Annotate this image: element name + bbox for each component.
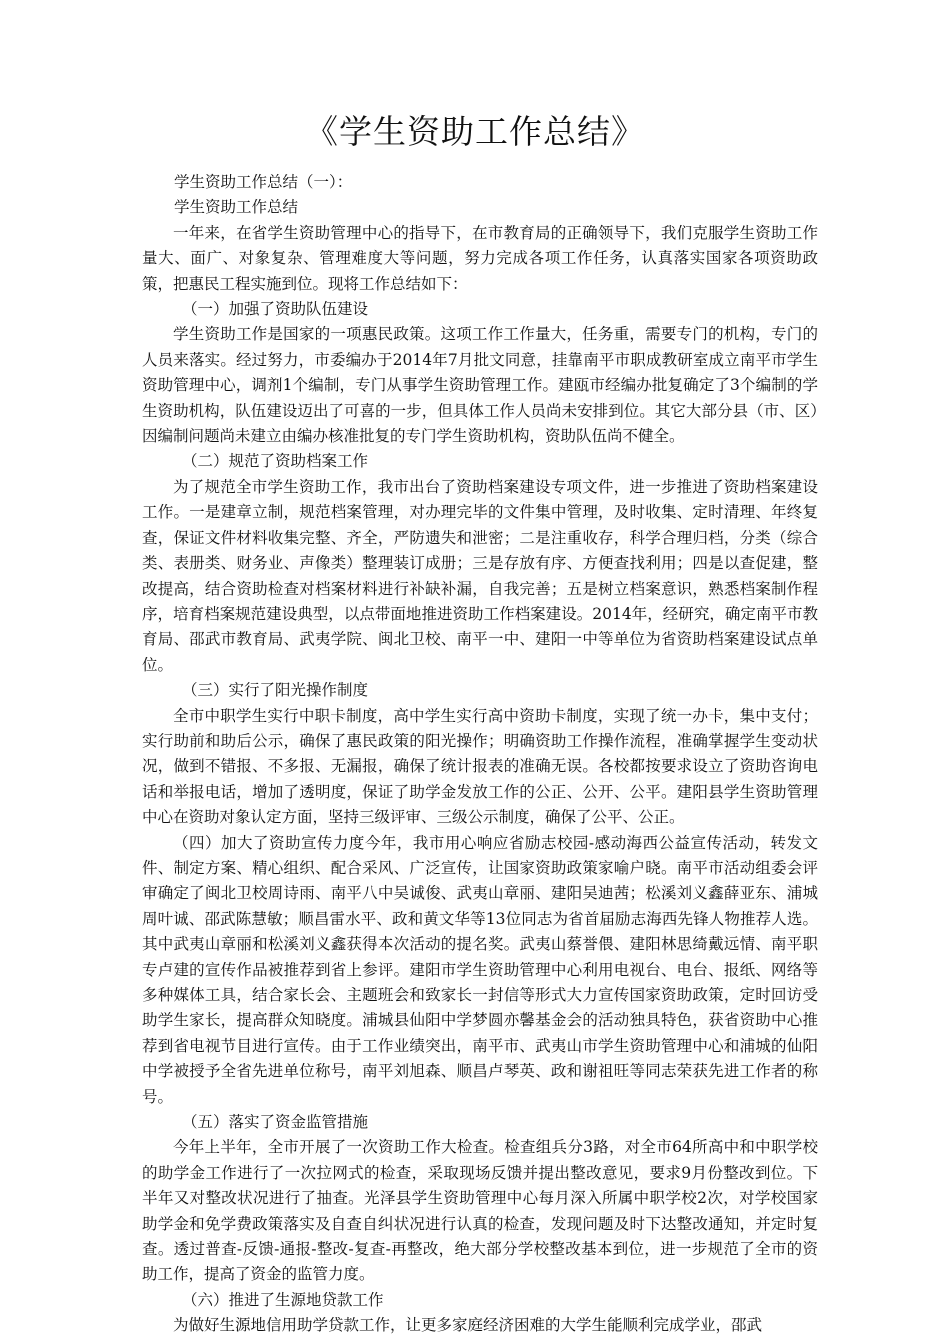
section-2-heading: （二）规范了资助档案工作 xyxy=(182,452,369,471)
section-4-paragraph: （四）加大了资助宣传力度今年，我市用心响应省励志校园-感动海西公益宣传活动，转发文件、制定方案、精心组织、配合采风、广泛宣传，让国家资助政策家喻户晓。南平市活动组委会评审确定了闽北卫校周诗雨、南平八中吴诚俊、武夷山章丽、建阳吴迪茜；松溪刘义鑫薛亚东、浦城周叶诚、邵武陈慧敏；顺昌雷水平、政和黄文华等13位同志为省首届励志海西先锋人物推荐人选。其中武夷山章丽和松溪刘义鑫获得本次活动的提名奖。武夷山蔡誉偎、建阳林思绮戴远情、南平职专卢建的宣传作品被推荐到省上参评。建阳市学生资助管理中心利用电视台、电台、报纸、网络等多种媒体工具，结合家长会、主题班会和致家长一封信等形式大力宣传国家资助政策，定时回访受助学生家长，提高群众知晓度。浦城县仙阳中学梦圆亦馨基金会的活动独具特色，获省资助中心推荐到省电视节目进行宣传。由于工作业绩突出，南平市、武夷山市学生资助管理中心和浦城的仙阳中学被授予全省先进单位称号，南平刘旭森、顺昌卢琴英、政和谢祖旺等同志荣获先进工作者的称号。 xyxy=(142,833,818,1106)
section-6-paragraph: 为做好生源地信用助学贷款工作，让更多家庭经济困难的大学生能顺利完成学业，邵武 xyxy=(173,1316,763,1335)
section-3-heading: （三）实行了阳光操作制度 xyxy=(182,681,369,700)
section-2-paragraph: 为了规范全市学生资助工作，我市出台了资助档案建设专项文件，进一步推进了资助档案建设工作。一是建章立制，规范档案管理，对办理完毕的文件集中管理，及时收集、定时清理、年终复查，保证文件材料收集完整、齐全，严防遗失和泄密；二是注重收存，科学合理归档，分类（综合类、表册类、财务业、声像类）整理装订成册；三是存放有序、方便查找利用；四是以查促建，整改提高，结合资助检查对档案材料进行补缺补漏，自我完善；五是树立档案意识，熟悉档案制作程序，培育档案规范建设典型，以点带面地推进资助工作档案建设。2014年，经研究，确定南平市教育局、邵武市教育局、武夷学院、闽北卫校、南平一中、建阳一中等单位为省资助档案建设试点单位。 xyxy=(142,477,818,674)
section-5-paragraph: 今年上半年，全市开展了一次资助工作大检查。检查组兵分3路，对全市64所高中和中职学校的助学金工作进行了一次拉网式的检查，采取现场反馈并提出整改意见，要求9月份整改到位。下半年又对整改状况进行了抽查。光泽县学生资助管理中心每月深入所属中职学校2次，对学校国家助学金和免学费政策落实及自查自纠状况进行认真的检查，发现问题及时下达整改通知，并定时复查。透过普查-反馈-通报-整改-复查-再整改，绝大部分学校整改基本到位，进一步规范了全市的资助工作，提高了资金的监管力度。 xyxy=(142,1138,818,1284)
document-title: 《学生资助工作总结》 xyxy=(305,112,645,151)
subtitle-2: 学生资助工作总结 xyxy=(174,198,299,217)
section-1-heading: （一）加强了资助队伍建设 xyxy=(182,300,369,319)
subtitle-1: 学生资助工作总结（一）： xyxy=(174,173,353,191)
section-6-heading: （六）推进了生源地贷款工作 xyxy=(182,1290,384,1309)
section-5-heading: （五）落实了资金监管措施 xyxy=(182,1113,369,1132)
section-1-paragraph: 学生资助工作是国家的一项惠民政策。这项工作工作量大，任务重，需要专门的机构，专门的人员来落实。经过努力，市委编办于2014年7月批文同意，挂靠南平市职成教研室成立南平市学生资助管理中心，调剂1个编制，专门从事学生资助管理工作。建瓯市经编办批复确定了3个编制的学生资助机构，队伍建设迈出了可喜的一步，但具体工作人员尚未安排到位。其它大部分县（市、区）因编制问题尚未建立由编办核准批复的专门学生资助机构，资助队伍尚不健全。 xyxy=(142,325,818,446)
document-body xyxy=(142,170,818,1339)
section-3-paragraph: 全市中职学生实行中职卡制度，高中学生实行高中资助卡制度，实现了统一办卡，集中支付；实行助前和助后公示，确保了惠民政策的阳光操作；明确资助工作操作流程，准确掌握学生变动状况，做到不错报、不多报、无漏报，确保了统计报表的准确无误。各校都按要求设立了资助咨询电话和举报电话，增加了透明度，保证了助学金发放工作的公正、公开、公平。建阳县学生资助管理中心在资助对象认定方面，坚持三级评审、三级公示制度，确保了公平、公正。 xyxy=(142,706,818,827)
intro-paragraph: 一年来，在省学生资助管理中心的指导下，在市教育局的正确领导下，我们克服学生资助工作量大、面广、对象复杂、管理难度大等问题，努力完成各项工作任务，认真落实国家各项资助政策，把惠民工程实施到位。现将工作总结如下： xyxy=(142,223,818,293)
